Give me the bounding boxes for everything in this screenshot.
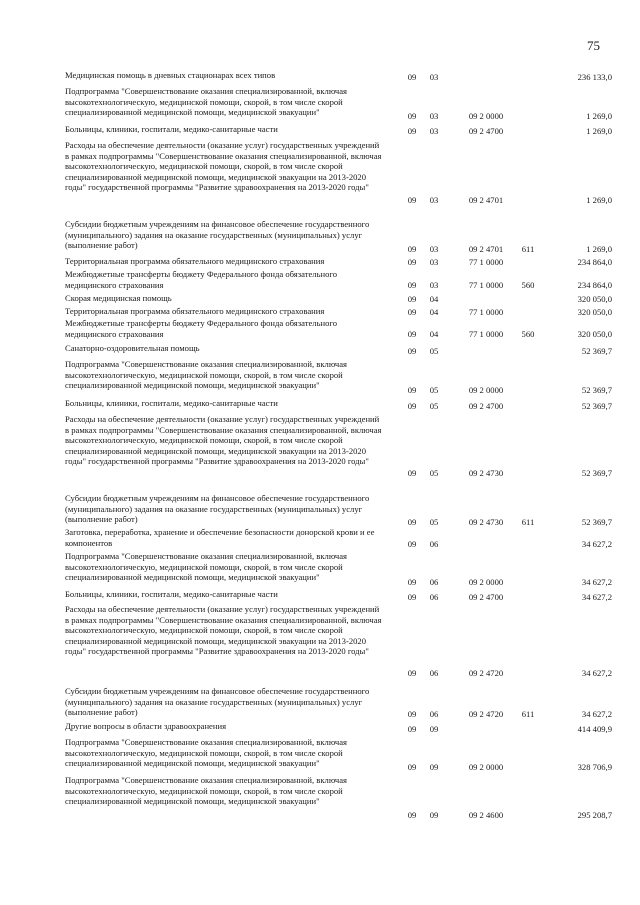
section-code: 09: [407, 762, 417, 773]
amount-value: 320 050,0: [577, 294, 612, 305]
section-code: 09: [407, 329, 417, 340]
row-description: Больницы, клиники, госпитали, медико-санитарные части: [65, 589, 278, 599]
subsection-code: 05: [429, 517, 439, 528]
target-article-code: 09 2 4730: [468, 517, 504, 528]
subsection-code: 05: [429, 401, 439, 412]
table-row: [0, 343, 640, 357]
section-code: 09: [407, 577, 417, 588]
target-article-code: 09 2 4700: [468, 401, 504, 412]
row-description: Расходы на обеспечение деятельности (оказание услуг) государственных учреждений в рамках подпрограммы "Совершенствование оказания специализированной, включая высокотехнологическую, медицинской помощи, скорой, в том числе скорой специализированной медицинской помощи, медицинской эвакуации на 2013-2020 годы" государственной программы "Развитие здравоохранения на 2013-2020 годы": [65, 604, 382, 657]
subsection-code: 06: [429, 539, 439, 550]
target-article-code: 09 2 0000: [468, 577, 504, 588]
target-article-code: 77 1 0000: [468, 329, 504, 340]
subsection-code: 03: [429, 257, 439, 268]
amount-value: 52 369,7: [581, 468, 612, 479]
subsection-code: 06: [429, 668, 439, 679]
table-row: [0, 269, 640, 291]
row-description: Межбюджетные трансферты бюджету Федерального фонда обязательного медицинского страхования: [65, 269, 338, 290]
subsection-code: 03: [429, 126, 439, 137]
subsection-code: 05: [429, 385, 439, 396]
row-description: Другие вопросы в области здравоохранения: [65, 721, 227, 731]
table-row: [0, 551, 640, 588]
amount-value: 1 269,0: [586, 126, 612, 137]
amount-value: 320 050,0: [577, 307, 612, 318]
page-number: 75: [587, 38, 600, 53]
subsection-code: 03: [429, 111, 439, 122]
table-row: [0, 527, 640, 550]
table-row: [0, 414, 640, 479]
amount-value: 1 269,0: [586, 111, 612, 122]
row-description: Субсидии бюджетным учреждениям на финансовое обеспечение государственного (муниципального) задания на оказание государственных (муниципальных) услуг (выполнение работ): [65, 686, 370, 718]
amount-value: 34 627,2: [581, 592, 612, 603]
subsection-code: 03: [429, 244, 439, 255]
table-row: [0, 306, 640, 318]
table-row: [0, 604, 640, 679]
subsection-code: 09: [429, 810, 439, 821]
target-article-code: 09 2 4701: [468, 244, 504, 255]
expense-type-code: 560: [521, 329, 535, 340]
amount-value: 34 627,2: [581, 577, 612, 588]
section-code: 09: [407, 257, 417, 268]
amount-value: 1 269,0: [586, 195, 612, 206]
expense-type-code: 611: [521, 517, 535, 528]
row-description: Больницы, клиники, госпитали, медико-санитарные части: [65, 124, 278, 134]
subsection-code: 03: [429, 72, 439, 83]
table-row: [0, 293, 640, 305]
expense-type-code: 560: [521, 280, 535, 291]
row-description: Субсидии бюджетным учреждениям на финансовое обеспечение государственного (муниципального) задания на оказание государственных (муниципальных) услуг (выполнение работ): [65, 219, 370, 251]
subsection-code: 05: [429, 468, 439, 479]
section-code: 09: [407, 195, 417, 206]
section-code: 09: [407, 346, 417, 357]
subsection-code: 04: [429, 294, 439, 305]
target-article-code: 09 2 0000: [468, 385, 504, 396]
target-article-code: 77 1 0000: [468, 307, 504, 318]
table-row: [0, 359, 640, 396]
section-code: 09: [407, 307, 417, 318]
target-article-code: 77 1 0000: [468, 257, 504, 268]
amount-value: 52 369,7: [581, 401, 612, 412]
row-description: Субсидии бюджетным учреждениям на финансовое обеспечение государственного (муниципального) задания на оказание государственных (муниципальных) услуг (выполнение работ): [65, 493, 370, 525]
amount-value: 52 369,7: [581, 346, 612, 357]
amount-value: 34 627,2: [581, 668, 612, 679]
target-article-code: 09 2 4600: [468, 810, 504, 821]
section-code: 09: [407, 539, 417, 550]
table-row: [0, 70, 640, 83]
target-article-code: 09 2 4700: [468, 592, 504, 603]
section-code: 09: [407, 668, 417, 679]
subsection-code: 09: [429, 724, 439, 735]
section-code: 09: [407, 280, 417, 291]
expense-type-code: 611: [521, 244, 535, 255]
table-row: [0, 589, 640, 603]
expense-type-code: 611: [521, 709, 535, 720]
row-description: Скорая медицинская помощь: [65, 293, 172, 303]
row-description: Подпрограмма "Совершенствование оказания специализированной, включая высокотехнологическую, медицинской помощи, скорой, в том числе скорой специализированной медицинской помощи, медицинской эвакуации": [65, 359, 348, 391]
subsection-code: 03: [429, 280, 439, 291]
section-code: 09: [407, 810, 417, 821]
table-row: [0, 737, 640, 773]
row-description: Санаторно-оздоровительная помощь: [65, 343, 200, 353]
amount-value: 234 864,0: [577, 280, 612, 291]
row-description: Территориальная программа обязательного медицинского страхования: [65, 306, 325, 316]
subsection-code: 06: [429, 577, 439, 588]
table-row: [0, 398, 640, 412]
amount-value: 52 369,7: [581, 517, 612, 528]
section-code: 09: [407, 592, 417, 603]
row-description: Расходы на обеспечение деятельности (оказание услуг) государственных учреждений в рамках подпрограммы "Совершенствование оказания специализированной, включая высокотехнологическую, медицинской помощи, скорой, в том числе скорой специализированной медицинской помощи, медицинской эвакуации на 2013-2020 годы" государственной программы "Развитие здравоохранения на 2013-2020 годы": [65, 414, 382, 467]
section-code: 09: [407, 517, 417, 528]
row-description: Расходы на обеспечение деятельности (оказание услуг) государственных учреждений в рамках подпрограммы "Совершенствование оказания специализированной, включая высокотехнологическую, медицинской помощи, скорой, в том числе скорой специализированной медицинской помощи, медицинской эвакуации на 2013-2020 годы" государственной программы "Развитие здравоохранения на 2013-2020 годы": [65, 140, 382, 193]
table-row: [0, 140, 640, 206]
subsection-code: 06: [429, 709, 439, 720]
amount-value: 236 133,0: [577, 72, 612, 83]
table-row: [0, 493, 640, 528]
row-description: Территориальная программа обязательного медицинского страхования: [65, 256, 325, 266]
section-code: 09: [407, 294, 417, 305]
section-code: 09: [407, 724, 417, 735]
section-code: 09: [407, 468, 417, 479]
section-code: 09: [407, 244, 417, 255]
row-description: Подпрограмма "Совершенствование оказания специализированной, включая высокотехнологическую, медицинской помощи, скорой, в том числе скорой специализированной медицинской помощи, медицинской эвакуации": [65, 737, 348, 769]
target-article-code: 09 2 0000: [468, 111, 504, 122]
table-row: [0, 318, 640, 340]
subsection-code: 09: [429, 762, 439, 773]
amount-value: 234 864,0: [577, 257, 612, 268]
target-article-code: 09 2 4700: [468, 126, 504, 137]
target-article-code: 09 2 4720: [468, 709, 504, 720]
amount-value: 52 369,7: [581, 385, 612, 396]
table-row: [0, 124, 640, 137]
amount-value: 34 627,2: [581, 539, 612, 550]
row-description: Межбюджетные трансферты бюджету Федерального фонда обязательного медицинского страхования: [65, 318, 338, 339]
subsection-code: 03: [429, 195, 439, 206]
amount-value: 328 706,9: [577, 762, 612, 773]
section-code: 09: [407, 111, 417, 122]
target-article-code: 09 2 4701: [468, 195, 504, 206]
table-row: [0, 219, 640, 255]
subsection-code: 04: [429, 329, 439, 340]
amount-value: 414 409,9: [577, 724, 612, 735]
section-code: 09: [407, 72, 417, 83]
subsection-code: 06: [429, 592, 439, 603]
subsection-code: 05: [429, 346, 439, 357]
row-description: Заготовка, переработка, хранение и обеспечение безопасности донорской крови и ее компонентов: [65, 527, 375, 548]
amount-value: 34 627,2: [581, 709, 612, 720]
row-description: Подпрограмма "Совершенствование оказания специализированной, включая высокотехнологическую, медицинской помощи, скорой, в том числе скорой специализированной медицинской помощи, медицинской эвакуации": [65, 551, 348, 583]
subsection-code: 04: [429, 307, 439, 318]
table-row: [0, 686, 640, 720]
table-row: [0, 86, 640, 122]
section-code: 09: [407, 385, 417, 396]
row-description: Медицинская помощь в дневных стационарах всех типов: [65, 70, 276, 80]
table-row: [0, 256, 640, 268]
amount-value: 320 050,0: [577, 329, 612, 340]
row-description: Больницы, клиники, госпитали, медико-санитарные части: [65, 398, 278, 408]
section-code: 09: [407, 126, 417, 137]
section-code: 09: [407, 709, 417, 720]
target-article-code: 77 1 0000: [468, 280, 504, 291]
row-description: Подпрограмма "Совершенствование оказания специализированной, включая высокотехнологическую, медицинской помощи, скорой, в том числе скорой специализированной медицинской помощи, медицинской эвакуации": [65, 86, 348, 118]
amount-value: 1 269,0: [586, 244, 612, 255]
table-row: [0, 775, 640, 821]
table-row: [0, 721, 640, 735]
target-article-code: 09 2 4720: [468, 668, 504, 679]
row-description: Подпрограмма "Совершенствование оказания специализированной, включая высокотехнологическую, медицинской помощи, скорой, в том числе скорой специализированной медицинской помощи, медицинской эвакуации": [65, 775, 348, 807]
section-code: 09: [407, 401, 417, 412]
target-article-code: 09 2 0000: [468, 762, 504, 773]
target-article-code: 09 2 4730: [468, 468, 504, 479]
amount-value: 295 208,7: [577, 810, 612, 821]
